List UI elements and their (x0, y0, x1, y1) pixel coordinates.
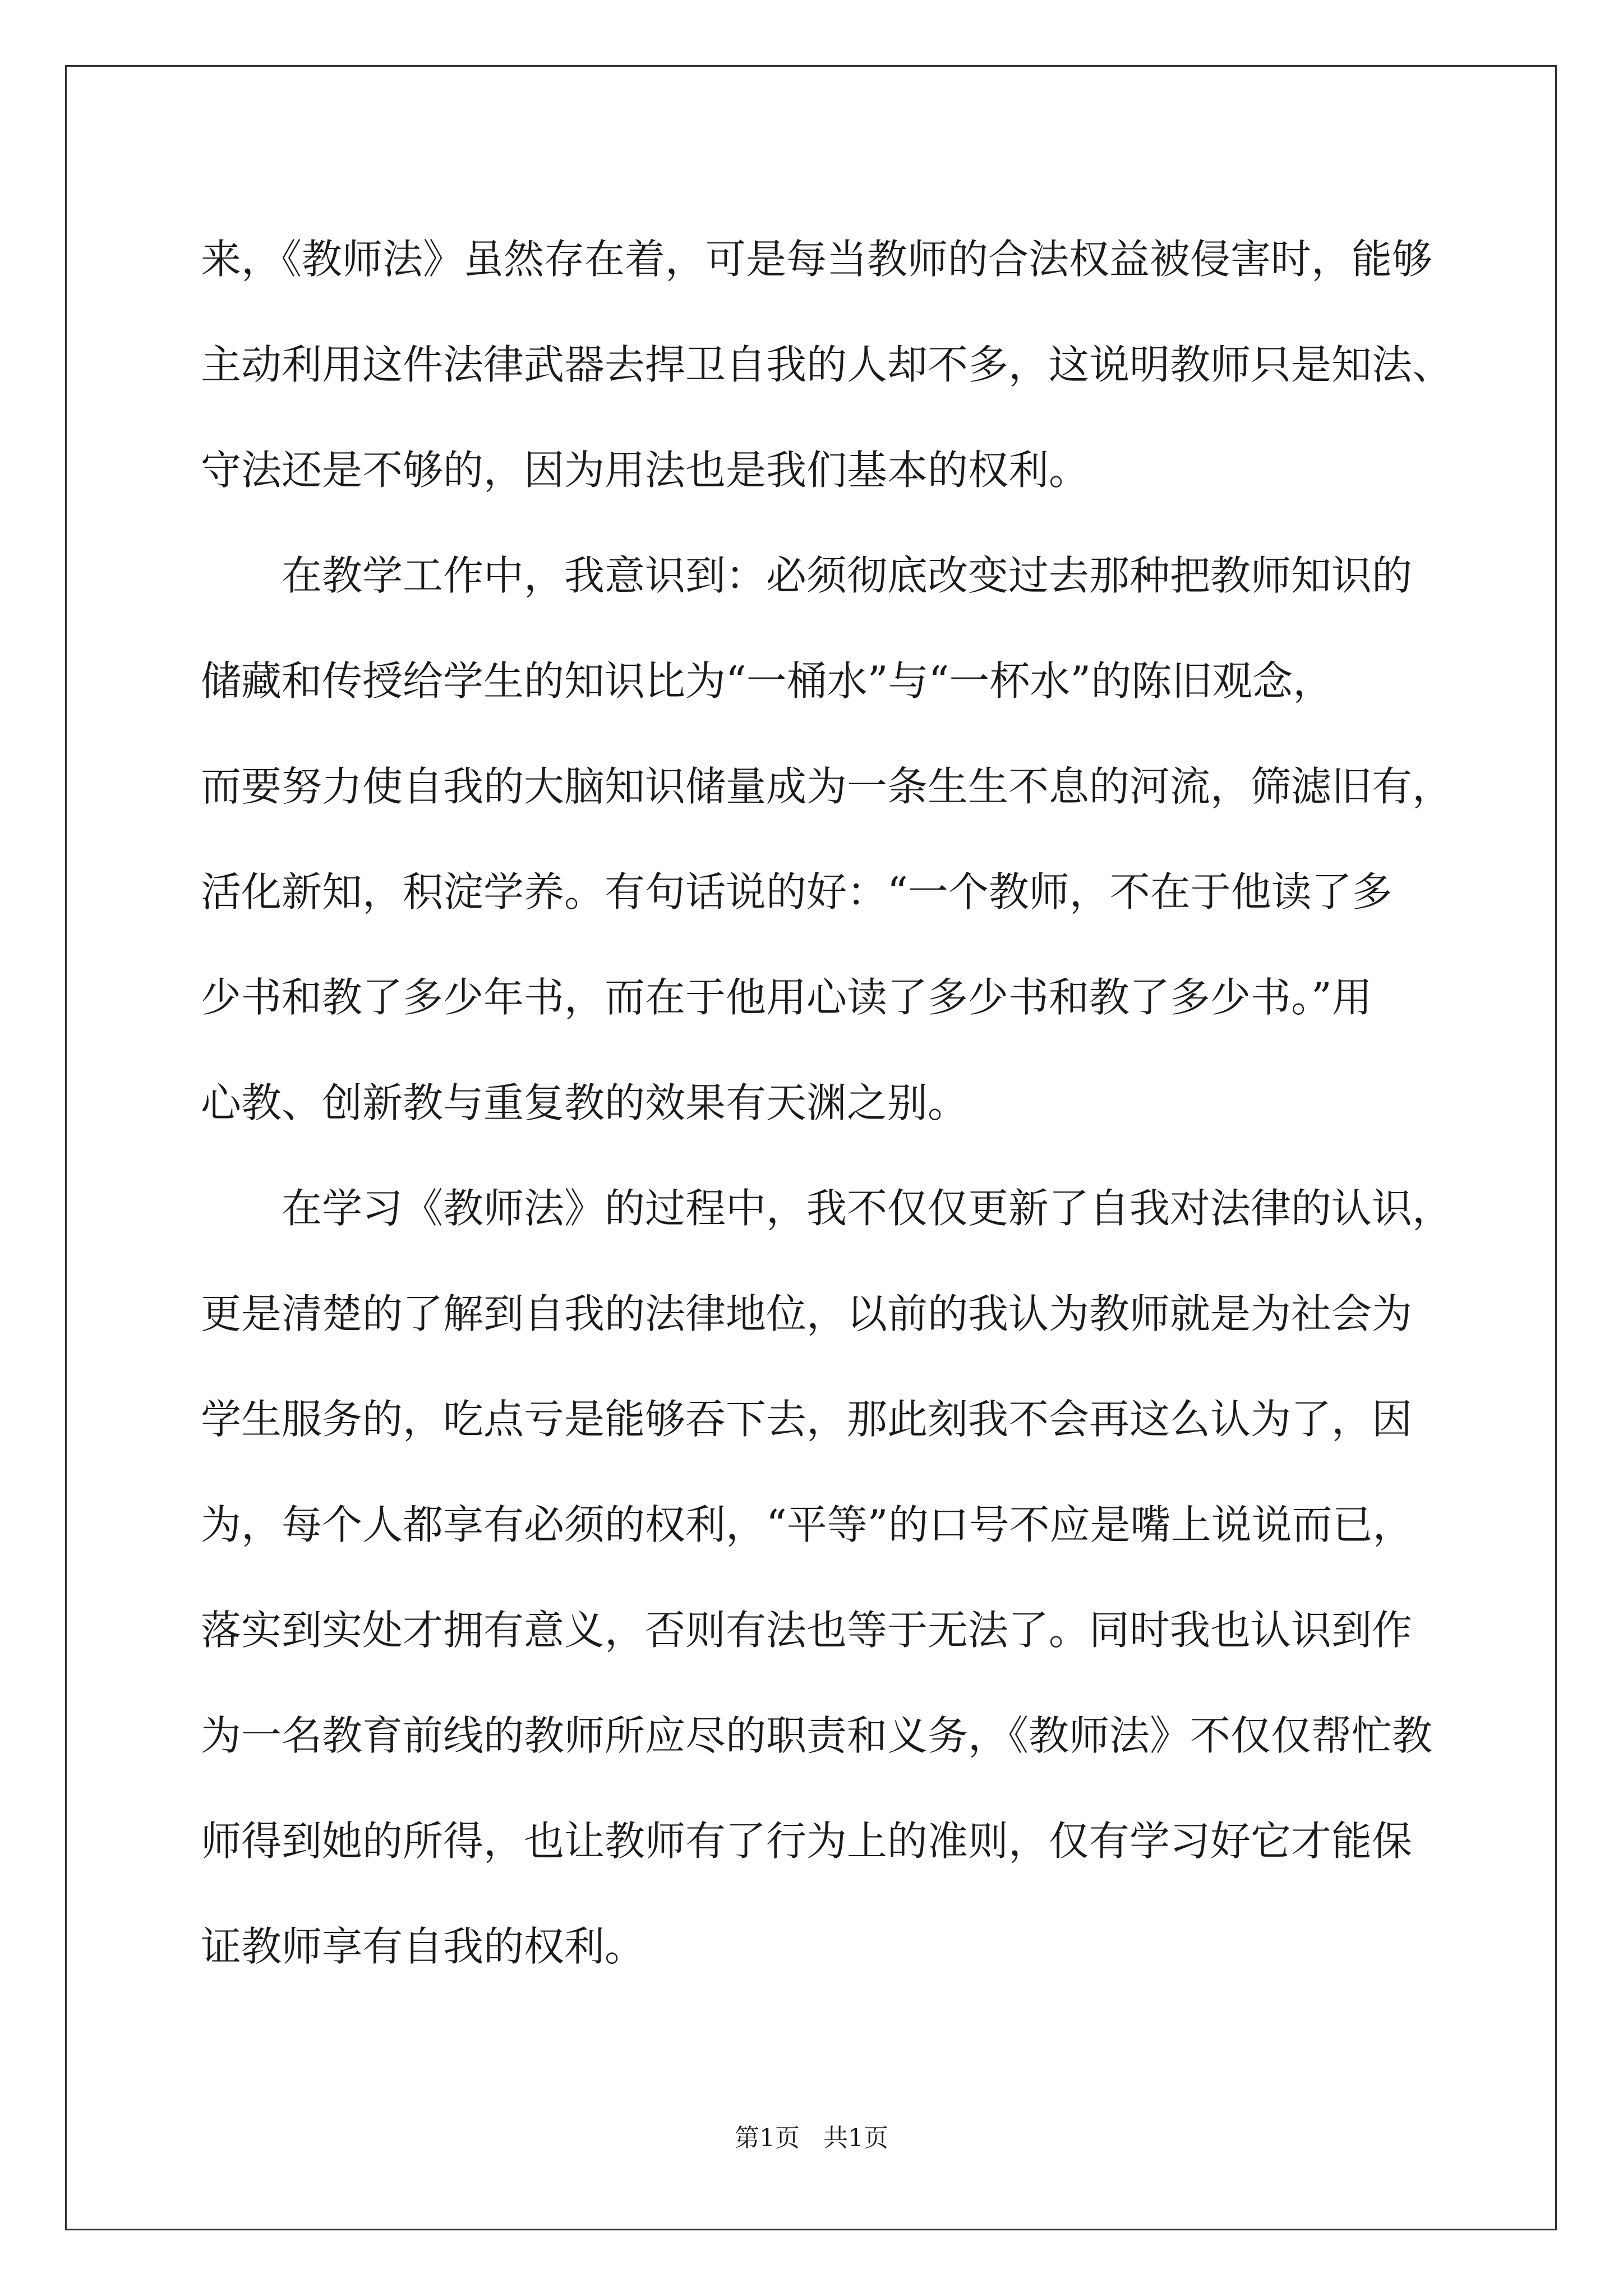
text-line: 落实到实处才拥有意义，否则有法也等于无法了。同时我也认识到作 (201, 1607, 1413, 1654)
text-line: 学生服务的，吃点亏是能够吞下去，那此刻我不会再这么认为了，因 (201, 1396, 1413, 1443)
text-line: 更是清楚的了解到自我的法律地位，以前的我认为教师就是为社会为 (201, 1290, 1413, 1337)
text-line: 少书和教了多少年书，而在于他用心读了多少书和教了多少书。”用 (201, 974, 1372, 1021)
document-body (201, 206, 1453, 1999)
text-line: 活化新知，积淀学养。有句话说的好：“一个教师，不在于他读了多 (201, 868, 1393, 915)
text-line: 在教学工作中，我意识到：必须彻底改变过去那种把教师知识的 (282, 552, 1413, 599)
text-line: 守法还是不够的，因为用法也是我们基本的权利。 (201, 447, 1090, 494)
text-line: 为一名教育前线的教师所应尽的职责和义务，《教师法》不仅仅帮忙教 (201, 1712, 1433, 1759)
text-line: 心教、创新教与重复教的效果有天渊之别。 (201, 1079, 969, 1126)
text-line: 而要努力使自我的大脑知识储量成为一条生生不息的河流，筛滤旧有， (201, 763, 1453, 810)
text-line: 在学习《教师法》的过程中，我不仅仅更新了自我对法律的认识， (282, 1185, 1453, 1232)
page-footer: 第1页 共1页 (735, 2124, 888, 2152)
text-line: 储藏和传授给学生的知识比为“一桶水”与“一杯水”的陈旧观念， (201, 657, 1334, 705)
text-line: 师得到她的所得，也让教师有了行为上的准则，仅有学习好它才能保 (201, 1818, 1413, 1865)
text-line: 来，《教师法》虽然存在着，可是每当教师的合法权益被侵害时，能够 (201, 236, 1433, 283)
text-line: 为，每个人都享有必须的权利，“平等”的口号不应是嘴上说说而已， (201, 1501, 1413, 1548)
text-line: 证教师享有自我的权利。 (201, 1923, 645, 1970)
text-line: 主动利用这件法律武器去捍卫自我的人却不多，这说明教师只是知法、 (201, 341, 1453, 388)
